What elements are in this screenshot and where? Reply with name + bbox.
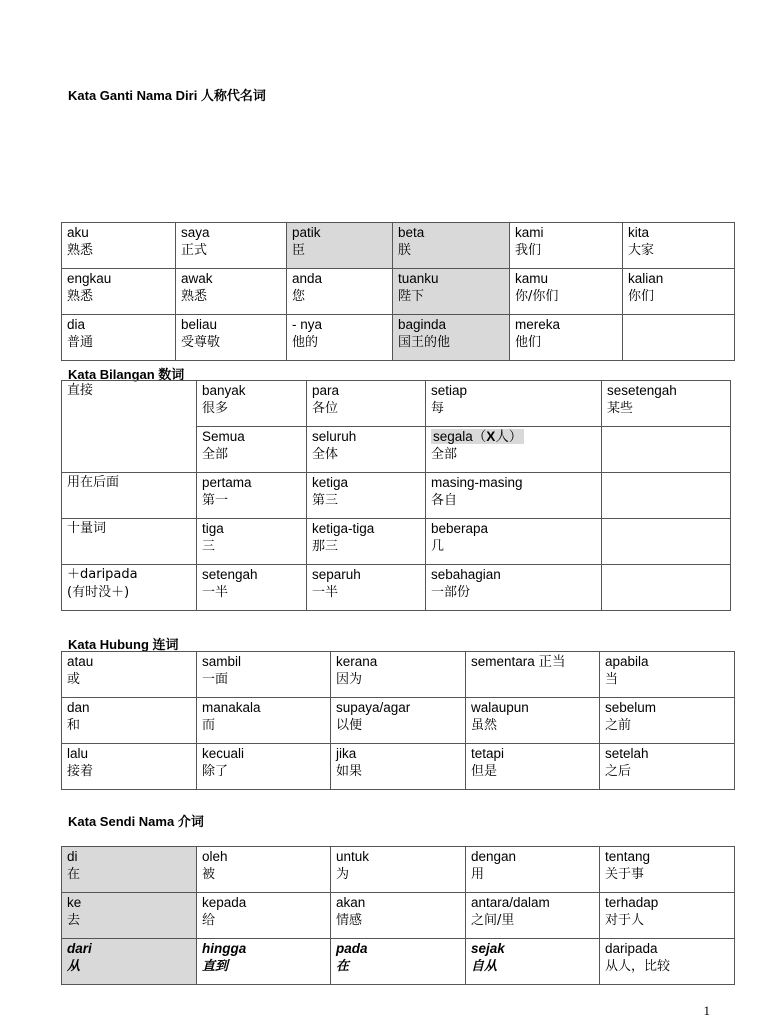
cell: Semua 全部 <box>197 427 307 473</box>
row-label: ＋daripada (有时没＋) <box>62 565 197 611</box>
cell: beliau 受尊敬 <box>176 315 287 361</box>
row-label: 十量词 <box>62 519 197 565</box>
table-row <box>62 473 731 519</box>
cell: dia 普通 <box>62 315 176 361</box>
cell: seluruh 全体 <box>307 427 426 473</box>
table-row <box>62 519 731 565</box>
cell: sambil 一面 <box>197 652 331 698</box>
cell: banyak 很多 <box>197 381 307 427</box>
cell: anda 您 <box>287 269 393 315</box>
table-row <box>62 939 735 985</box>
cell: jika 如果 <box>331 744 466 790</box>
cell <box>623 315 735 361</box>
cell: beberapa 几 <box>426 519 602 565</box>
cell: dari 从 <box>62 939 197 985</box>
table-row <box>62 269 735 315</box>
cell: tetapi 但是 <box>466 744 600 790</box>
numeral-table <box>61 380 731 611</box>
cell: beta 朕 <box>393 223 510 269</box>
cell <box>602 565 731 611</box>
table-row <box>62 381 731 427</box>
table-row <box>62 652 735 698</box>
cell: akan 情感 <box>331 893 466 939</box>
cell: ke 去 <box>62 893 197 939</box>
cell: pada 在 <box>331 939 466 985</box>
cell: mereka 他们 <box>510 315 623 361</box>
table-row <box>62 744 735 790</box>
cell: masing-masing 各自 <box>426 473 602 519</box>
page-number: 1 <box>703 1003 710 1018</box>
cell: manakala 而 <box>197 698 331 744</box>
cell: kecuali 除了 <box>197 744 331 790</box>
section-title-kata-sendi: Kata Sendi Nama 介词 <box>68 814 204 829</box>
cell-segala: segala（X人） 全部 <box>426 427 602 473</box>
cell: walaupun 虽然 <box>466 698 600 744</box>
section-title-kata-hubung: Kata Hubung 连词 <box>68 637 179 652</box>
cell <box>602 519 731 565</box>
cell: kalian 你们 <box>623 269 735 315</box>
cell: apabila 当 <box>600 652 735 698</box>
table-row <box>62 698 735 744</box>
table-row <box>62 565 731 611</box>
table-row <box>62 847 735 893</box>
section-title-kata-ganti: Kata Ganti Nama Diri 人称代名词 <box>68 88 266 103</box>
cell: ketiga 第三 <box>307 473 426 519</box>
preposition-table <box>61 846 735 985</box>
cell: - nya 他的 <box>287 315 393 361</box>
cell: hingga 直到 <box>197 939 331 985</box>
cell: ketiga-tiga 那三 <box>307 519 426 565</box>
cell: setelah 之后 <box>600 744 735 790</box>
cell: antara/dalam 之间/里 <box>466 893 600 939</box>
cell: atau 或 <box>62 652 197 698</box>
section-title-kata-bilangan: Kata Bilangan 数词 <box>68 367 185 382</box>
cell: dengan 用 <box>466 847 600 893</box>
conjunction-table <box>61 651 735 790</box>
cell: engkau 熟悉 <box>62 269 176 315</box>
cross-mark-icon: X <box>486 429 496 444</box>
cell: saya 正式 <box>176 223 287 269</box>
cell: kami 我们 <box>510 223 623 269</box>
cell: daripada 从人，比较 <box>600 939 735 985</box>
cell: di 在 <box>62 847 197 893</box>
cell: oleh 被 <box>197 847 331 893</box>
cell: sebelum 之前 <box>600 698 735 744</box>
cell: kerana 因为 <box>331 652 466 698</box>
cell: untuk 为 <box>331 847 466 893</box>
cell: setengah 一半 <box>197 565 307 611</box>
cell: tentang 关于事 <box>600 847 735 893</box>
cell: lalu 接着 <box>62 744 197 790</box>
table-row <box>62 893 735 939</box>
table-row <box>62 223 735 269</box>
cell: separuh 一半 <box>307 565 426 611</box>
cell: terhadap 对于人 <box>600 893 735 939</box>
cell: baginda 国王的他 <box>393 315 510 361</box>
cell: kita 大家 <box>623 223 735 269</box>
cell: pertama 第一 <box>197 473 307 519</box>
cell: tuanku 陛下 <box>393 269 510 315</box>
cell: awak 熟悉 <box>176 269 287 315</box>
cell: tiga 三 <box>197 519 307 565</box>
cell: para 各位 <box>307 381 426 427</box>
cell: sementara 正当 <box>466 652 600 698</box>
segala-highlight: segala（X人） <box>433 429 523 444</box>
row-label: 用在后面 <box>62 473 197 519</box>
cell: patik 臣 <box>287 223 393 269</box>
cell: supaya/agar 以便 <box>331 698 466 744</box>
cell: kamu 你/你们 <box>510 269 623 315</box>
row-label: 直接 <box>62 381 197 473</box>
cell: setiap 每 <box>426 381 602 427</box>
cell: dan 和 <box>62 698 197 744</box>
cell: aku 熟悉 <box>62 223 176 269</box>
pronoun-table <box>61 222 735 361</box>
cell: sejak 自从 <box>466 939 600 985</box>
cell <box>602 427 731 473</box>
cell: kepada 给 <box>197 893 331 939</box>
cell <box>602 473 731 519</box>
table-row <box>62 315 735 361</box>
cell: sebahagian 一部份 <box>426 565 602 611</box>
cell: sesetengah 某些 <box>602 381 731 427</box>
